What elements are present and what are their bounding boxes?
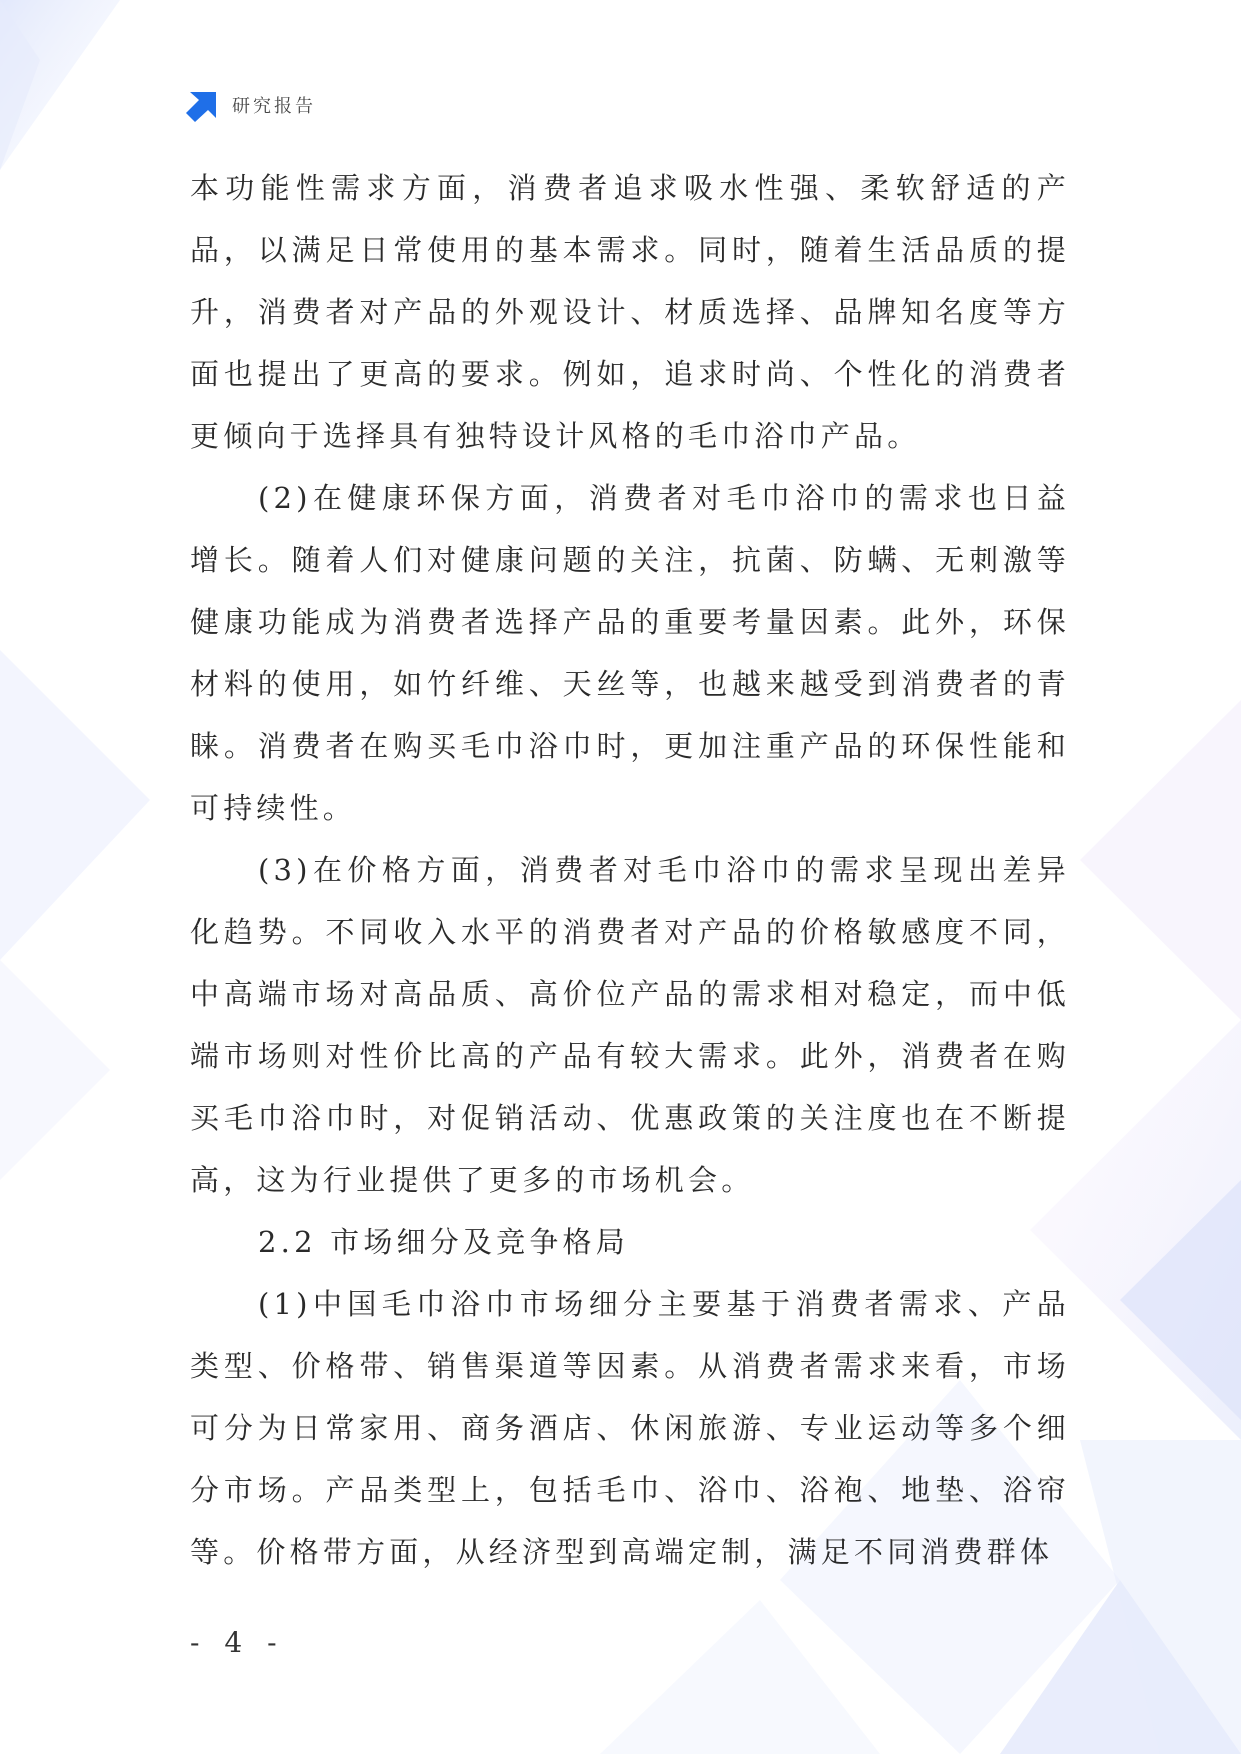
report-header <box>186 88 316 122</box>
paragraph-continuation: 本功能性需求方面，消费者追求吸水性强、柔软舒适的产品，以满足日常使用的基本需求。同时，随着生活品质的提升，消费者对产品的外观设计、材质选择、品牌知名度等方面也提出了更高的要求。例如，追求时尚、个性化的消费者更倾向于选择具有独特设计风格的毛巾浴巾产品。 <box>190 171 1070 453</box>
section-heading: 2.2 市场细分及竞争格局 <box>258 1225 629 1259</box>
page-number: - 4 - <box>190 1626 285 1659</box>
paragraph-segmentation: (1)中国毛巾浴巾市场细分主要基于消费者需求、产品类型、价格带、销售渠道等因素。从消费者需求来看，市场可分为日常家用、商务酒店、休闲旅游、专业运动等多个细分市场。产品类型上，包括毛巾、浴巾、浴袍、地垫、浴帘等。价格带方面，从经济型到高端定制，满足不同消费群体 <box>190 1287 1070 1569</box>
header-title: 研究报告 <box>232 96 316 117</box>
arrow-up-right-icon <box>186 88 220 122</box>
document-body <box>190 157 1070 1583</box>
paragraph-price: (3)在价格方面，消费者对毛巾浴巾的需求呈现出差异化趋势。不同收入水平的消费者对产品的价格敏感度不同，中高端市场对高品质、高价位产品的需求相对稳定，而中低端市场则对性价比高的产品有较大需求。此外，消费者在购买毛巾浴巾时，对促销活动、优惠政策的关注度也在不断提高，这为行业提供了更多的市场机会。 <box>190 853 1070 1197</box>
paragraph-health: (2)在健康环保方面，消费者对毛巾浴巾的需求也日益增长。随着人们对健康问题的关注，抗菌、防螨、无刺激等健康功能成为消费者选择产品的重要考量因素。此外，环保材料的使用，如竹纤维、天丝等，也越来越受到消费者的青睐。消费者在购买毛巾浴巾时，更加注重产品的环保性能和可持续性。 <box>190 481 1070 825</box>
